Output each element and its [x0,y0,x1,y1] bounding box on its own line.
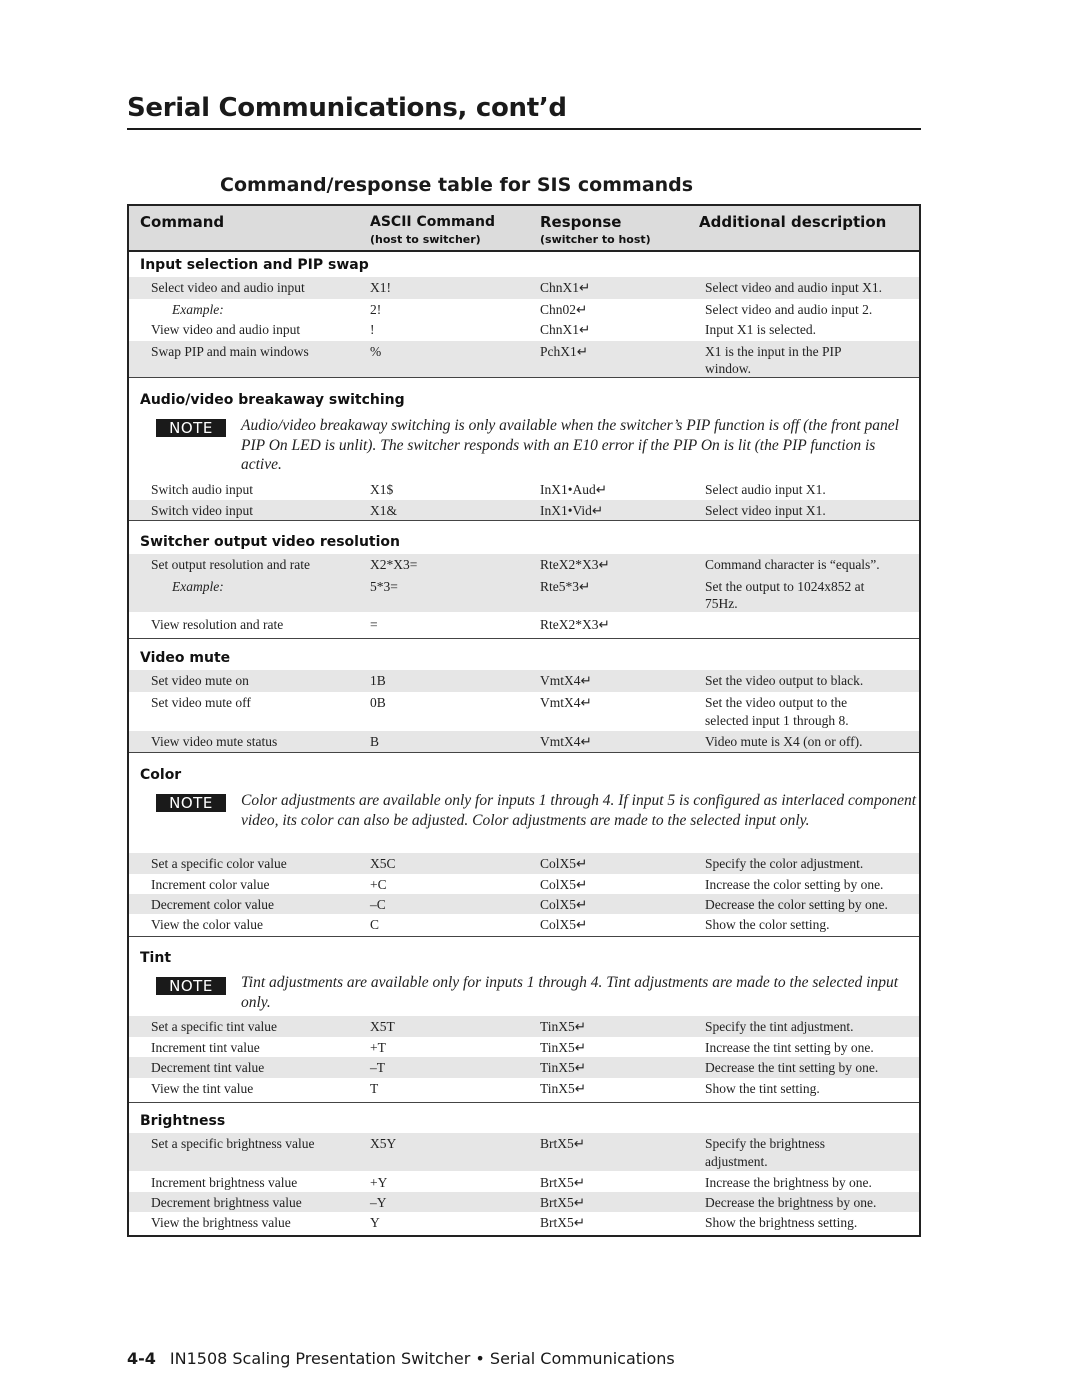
description-cell: Input X1 is selected. [705,322,816,337]
ascii-cell: X1& [370,503,397,518]
description-cell: Specify the color adjustment. [705,856,864,871]
page-number: 4-4 [127,1349,156,1368]
command-cell: Example: [172,302,224,317]
group-title-video-mute: Video mute [140,650,231,666]
description-cell: Decrease the brightness by one. [705,1195,877,1210]
table-row [129,874,919,894]
command-cell: Swap PIP and main windows [151,344,309,359]
table-row [129,731,919,752]
description-cell: Select video and audio input X1. [705,280,882,295]
header-ascii: ASCII Command [370,214,495,230]
table-row [129,319,919,341]
description-cell-cont: adjustment. [705,1154,768,1169]
table-row [129,853,919,874]
command-cell: Decrement tint value [151,1060,265,1075]
description-cell-cont: window. [705,361,751,376]
header-ascii-sub: (host to switcher) [370,233,481,246]
ascii-cell: X1$ [370,482,394,497]
response-cell: VmtX4↵ [540,734,592,749]
command-cell: View video and audio input [151,322,301,337]
command-cell: Set video mute on [151,673,249,688]
group-divider [129,638,919,639]
ascii-cell: 1B [370,673,386,688]
description-cell: Increase the color setting by one. [705,877,884,892]
note-badge: NOTE [156,419,226,437]
description-cell: Video mute is X4 (on or off). [705,734,863,749]
description-cell: Select audio input X1. [705,482,826,497]
ascii-cell: +C [370,877,387,892]
description-cell: Show the tint setting. [705,1081,820,1096]
description-cell: Decrease the color setting by one. [705,897,888,912]
table-row [129,500,919,520]
description-cell: Increase the tint setting by one. [705,1040,874,1055]
table-row [129,341,919,377]
command-cell: Decrement color value [151,897,274,912]
table-row [129,692,919,730]
header-response-sub: (switcher to host) [540,233,651,246]
command-cell: Switch audio input [151,482,253,497]
ascii-cell: +T [370,1040,386,1055]
ascii-cell: 2! [370,302,382,317]
page-title: Serial Communications, cont’d [127,93,567,123]
response-cell: Rte5*3↵ [540,579,591,594]
table-row [129,670,919,692]
ascii-cell: X5Y [370,1136,397,1151]
table-row [129,1212,919,1233]
response-cell: ColX5↵ [540,877,588,892]
ascii-cell: 0B [370,695,386,710]
group-divider [129,936,919,937]
table-row [129,1016,919,1037]
response-cell: BrtX5↵ [540,1195,586,1210]
description-cell: Specify the brightness [705,1136,825,1151]
table-row [129,1172,919,1192]
table-row [129,1078,919,1099]
group-title-tint: Tint [140,950,172,966]
response-cell: ColX5↵ [540,897,588,912]
note-badge: NOTE [156,977,226,995]
command-cell: View the color value [151,917,264,932]
description-cell-cont: selected input 1 through 8. [705,713,849,728]
description-cell: Select video and audio input 2. [705,302,873,317]
table-row [129,914,919,935]
ascii-cell: X5T [370,1019,395,1034]
command-cell: Increment brightness value [151,1175,298,1190]
response-cell: BrtX5↵ [540,1175,586,1190]
page-footer [127,1349,675,1368]
response-cell: InX1•Aud↵ [540,482,608,497]
ascii-cell: Y [370,1215,380,1230]
section-heading: Command/response table for SIS commands [220,174,694,196]
command-cell: View the brightness value [151,1215,291,1230]
ascii-cell: C [370,917,380,932]
description-cell: Command character is “equals”. [705,557,880,572]
ascii-cell: ! [370,322,375,337]
ascii-cell: –C [370,897,386,912]
ascii-cell: B [370,734,380,749]
description-cell: Increase the brightness by one. [705,1175,872,1190]
response-cell: RteX2*X3↵ [540,617,610,632]
ascii-cell: % [370,344,382,359]
table-row [129,614,919,636]
response-cell: ChnX1↵ [540,280,591,295]
command-cell: Set a specific tint value [151,1019,277,1034]
note-text-tint: Tint adjustments are available only for inputs 1 through 4. Tint adjustments are made to the selected input only. [241,974,898,1011]
description-cell: Select video input X1. [705,503,826,518]
ascii-cell: +Y [370,1175,388,1190]
description-cell: Set the output to 1024x852 at [705,579,865,594]
description-cell: X1 is the input in the PIP [705,344,842,359]
ascii-cell: X1! [370,280,391,295]
response-cell: InX1•Vid↵ [540,503,604,518]
table-row [129,479,919,500]
group-title-color: Color [140,767,182,783]
command-cell: Select video and audio input [151,280,305,295]
description-cell: Set the video output to black. [705,673,864,688]
command-cell: View video mute status [151,734,278,749]
description-cell: Show the brightness setting. [705,1215,858,1230]
response-cell: TinX5↵ [540,1081,587,1096]
response-cell: ColX5↵ [540,917,588,932]
response-cell: VmtX4↵ [540,695,592,710]
table-row [129,299,919,319]
command-cell: Switch video input [151,503,253,518]
response-cell: PchX1↵ [540,344,589,359]
response-cell: TinX5↵ [540,1019,587,1034]
command-cell: Example: [172,579,224,594]
table-row [129,1037,919,1057]
group-title-input-pip: Input selection and PIP swap [140,257,369,273]
footer-text: IN1508 Scaling Presentation Switcher • Serial Communications [169,1349,675,1368]
header-response: Response [540,213,622,231]
group-title-breakaway: Audio/video breakaway switching [140,392,405,408]
command-cell: Set a specific color value [151,856,287,871]
table-row [129,576,919,612]
note-text-breakaway: Audio/video breakaway switching is only available when the switcher’s PIP function is off (the front panel PIP On LED is unlit). The switcher responds with an E10 error if the PIP On is lit (the PIP function is active. [241,417,899,473]
description-cell-cont: 75Hz. [705,596,738,611]
description-cell: Set the video output to the [705,695,848,710]
ascii-cell: = [370,617,378,632]
response-cell: ColX5↵ [540,856,588,871]
table-header [129,206,919,252]
response-cell: BrtX5↵ [540,1215,586,1230]
header-command: Command [140,213,225,231]
command-cell: Increment color value [151,877,270,892]
command-cell: Set video mute off [151,695,251,710]
title-rule [127,128,921,130]
group-divider [129,752,919,753]
description-cell: Specify the tint adjustment. [705,1019,854,1034]
ascii-cell: T [370,1081,379,1096]
command-cell: View the tint value [151,1081,254,1096]
ascii-cell: –Y [370,1195,387,1210]
table-row [129,1057,919,1078]
table-row [129,1133,919,1171]
response-cell: TinX5↵ [540,1040,587,1055]
description-cell: Decrease the tint setting by one. [705,1060,879,1075]
response-cell: VmtX4↵ [540,673,592,688]
ascii-cell: 5*3= [370,579,398,594]
group-title-output-resolution: Switcher output video resolution [140,534,401,550]
command-cell: Set output resolution and rate [151,557,310,572]
group-title-brightness: Brightness [140,1113,226,1129]
response-cell: RteX2*X3↵ [540,557,610,572]
table-row [129,1192,919,1212]
response-cell: Chn02↵ [540,302,588,317]
command-cell: Set a specific brightness value [151,1136,315,1151]
command-cell: View resolution and rate [151,617,284,632]
description-cell: Show the color setting. [705,917,830,932]
command-cell: Increment tint value [151,1040,260,1055]
table-row [129,554,919,576]
group-divider [129,377,919,378]
response-cell: BrtX5↵ [540,1136,586,1151]
table-row [129,277,919,299]
group-divider [129,1102,919,1103]
note-badge: NOTE [156,794,226,812]
group-divider [129,520,919,521]
command-table [127,204,921,1237]
ascii-cell: –T [370,1060,385,1075]
ascii-cell: X2*X3= [370,557,418,572]
table-row [129,894,919,914]
response-cell: TinX5↵ [540,1060,587,1075]
response-cell: ChnX1↵ [540,322,591,337]
command-cell: Decrement brightness value [151,1195,302,1210]
note-text-color: Color adjustments are available only for inputs 1 through 4. If input 5 is configured as interlaced component video, its color can also be adjusted. Color adjustments are made to the selected input only. [241,792,917,829]
ascii-cell: X5C [370,856,396,871]
header-description: Additional description [699,213,887,231]
